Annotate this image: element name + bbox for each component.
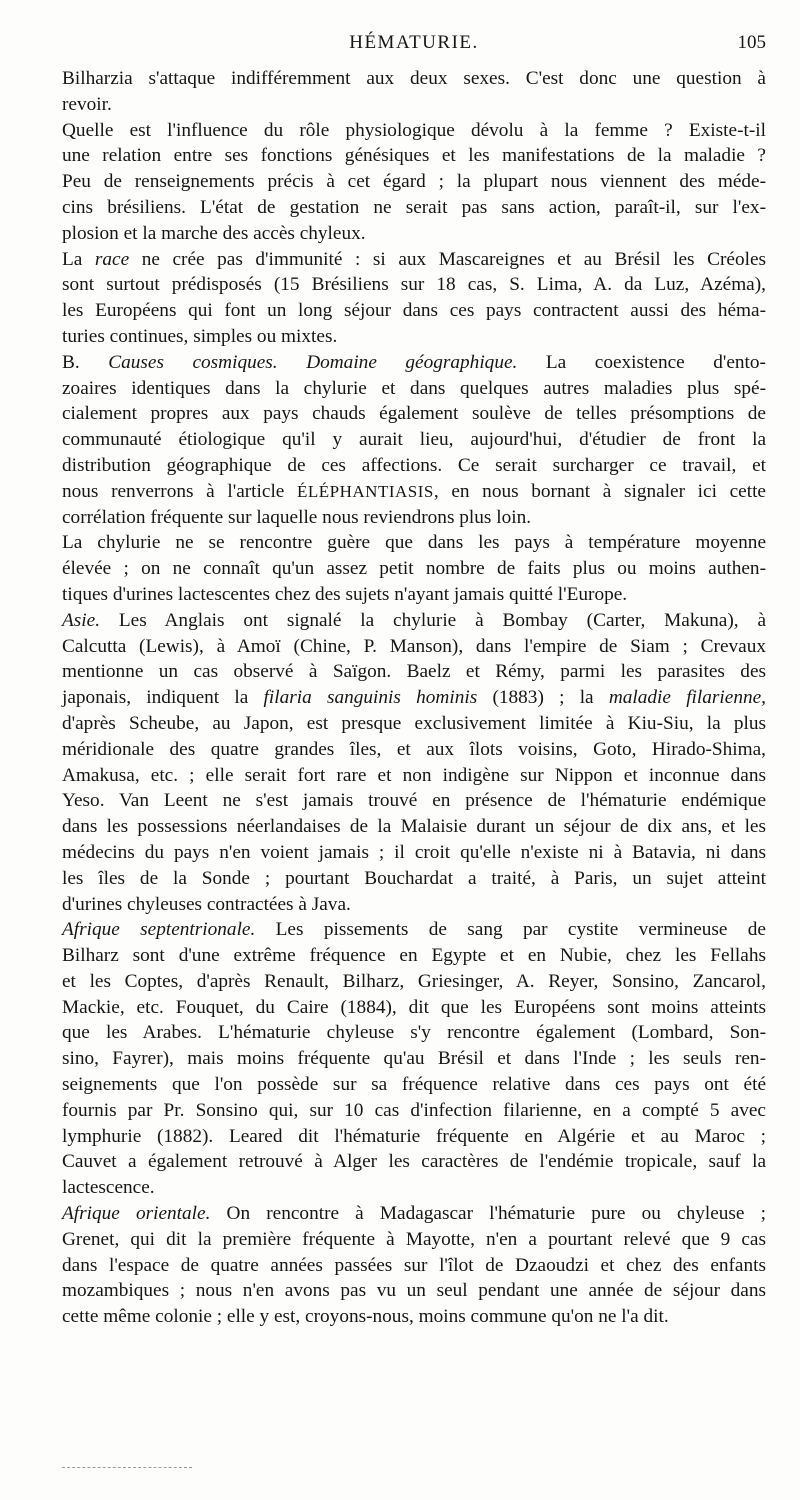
text-line: d'après Scheube, au Japon, est presque exclusivement limitée à Kiu-Siu, la plus <box>62 712 766 734</box>
body-text <box>62 66 766 1330</box>
text-line: nous renverrons à l'article ÉLÉPHANTIASIS, en nous bornant à signaler ici cette <box>62 480 766 502</box>
text-line: seignements que l'on possède sur sa fréquence relative dans ces pays ont été <box>62 1074 766 1096</box>
paragraph <box>62 247 766 350</box>
text-line: corrélation fréquente sur laquelle nous reviendrons plus loin. <box>62 506 532 528</box>
text-line: Yeso. Van Leent ne s'est jamais trouvé en présence de l'hématurie endémique <box>62 790 766 812</box>
text-line: élevée ; on ne connaît qu'un assez petit nombre de faits plus ou moins authen- <box>62 558 766 580</box>
running-title: HÉMATURIE. <box>349 32 479 53</box>
text-line: La race ne crée pas d'immunité : si aux Mascareignes et au Brésil les Créoles <box>62 248 766 270</box>
text-line: distribution géographique de ces affections. Ce serait surcharger ce travail, et <box>62 454 766 476</box>
text-line: cins brésiliens. L'état de gestation ne serait pas sans action, paraît-il, sur l'ex- <box>62 196 766 218</box>
text-line: les îles de la Sonde ; pourtant Bouchardat a traité, à Paris, un sujet atteint <box>62 867 766 889</box>
text-line: Amakusa, etc. ; elle serait fort rare et non indigène sur Nippon et inconnue dans <box>62 764 766 786</box>
text-line: Afrique septentrionale. Les pissements de sang par cystite vermineuse de <box>62 919 766 941</box>
text-line: méridionale des quatre grandes îles, et aux îlots voisins, Goto, Hirado-Shima, <box>62 738 766 760</box>
text-line: les Européens qui font un long séjour dans ces pays contractent aussi des héma- <box>62 300 766 322</box>
text-line: lactescence. <box>62 1177 155 1199</box>
text-line: Afrique orientale. On rencontre à Madagascar l'hématurie pure ou chyleuse ; <box>62 1203 766 1225</box>
text-line: sont surtout prédisposés (15 Brésiliens sur 18 cas, S. Lima, A. da Luz, Azéma), <box>62 274 766 296</box>
text-line: cette même colonie ; elle y est, croyons-nous, moins commune qu'on ne l'a dit. <box>62 1306 669 1328</box>
text-line: Grenet, qui dit la première fréquente à Mayotte, n'en a pourtant relevé que 9 cas <box>62 1228 766 1250</box>
text-line: turies continues, simples ou mixtes. <box>62 325 338 347</box>
paragraph <box>62 66 766 118</box>
text-line: Mackie, etc. Fouquet, du Caire (1884), dit que les Européens sont moins atteints <box>62 996 766 1018</box>
text-line: une relation entre ses fonctions génésiques et les manifestations de la maladie ? <box>62 145 766 167</box>
text-line: plosion et la marche des accès chyleux. <box>62 222 366 244</box>
text-line: mentionne un cas observé à Saïgon. Baelz et Rémy, parmi les parasites des <box>62 661 766 683</box>
paragraph <box>62 530 766 607</box>
paragraph <box>62 1201 766 1330</box>
text-line: La chylurie ne se rencontre guère que dans les pays à température moyenne <box>62 532 766 554</box>
text-line: Cauvet a également retrouvé à Alger les caractères de l'endémie tropicale, sauf la <box>62 1151 766 1173</box>
text-line: fournis par Pr. Sonsino qui, sur 10 cas d'infection filarienne, en a compté 5 avec <box>62 1099 766 1121</box>
paragraph <box>62 917 766 1201</box>
page-number: 105 <box>737 32 766 53</box>
text-line: Bilharzia s'attaque indifféremment aux deux sexes. C'est donc une question à <box>62 68 766 89</box>
text-line: lymphurie (1882). Leared dit l'hématurie fréquente en Algérie et au Maroc ; <box>62 1125 766 1147</box>
text-line: Asie. Les Anglais ont signalé la chylurie à Bombay (Carter, Makuna), à <box>62 609 766 631</box>
text-line: d'urines chyleuses contractées à Java. <box>62 893 351 915</box>
text-line: japonais, indiquent la filaria sanguinis hominis (1883) ; la maladie filarienne, <box>62 687 766 709</box>
text-line: sino, Fayrer), mais moins fréquente qu'au Brésil et dans l'Inde ; les seuls ren- <box>62 1048 766 1070</box>
running-head <box>62 32 766 58</box>
text-line: B. Causes cosmiques. Domaine géographique. La coexistence d'ento- <box>62 351 766 373</box>
text-line: dans l'espace de quatre années passées sur l'îlot de Dzaoudzi et chez des enfants <box>62 1254 766 1276</box>
footer-rule <box>62 1467 192 1468</box>
paragraph <box>62 608 766 918</box>
text-line: Quelle est l'influence du rôle physiologique dévolu à la femme ? Existe-t-il <box>62 119 766 141</box>
text-line: Peu de renseignements précis à cet égard ; la plupart nous viennent des méde- <box>62 171 766 193</box>
text-line: Calcutta (Lewis), à Amoï (Chine, P. Manson), dans l'empire de Siam ; Crevaux <box>62 635 766 657</box>
text-line: que les Arabes. L'hématurie chyleuse s'y rencontre également (Lombard, Son- <box>62 1022 766 1044</box>
text-line: tiques d'urines lactescentes chez des sujets n'ayant jamais quitté l'Europe. <box>62 583 628 605</box>
text-line: revoir. <box>62 93 112 115</box>
paragraph <box>62 118 766 247</box>
text-line: Bilharz sont d'une extrême fréquence en Egypte et en Nubie, chez les Fellahs <box>62 945 766 967</box>
text-line: médecins du pays n'en voient jamais ; il croit qu'elle n'existe ni à Batavia, ni dans <box>62 841 766 863</box>
text-line: dans les possessions néerlandaises de la Malaisie durant un séjour de dix ans, et les <box>62 816 766 838</box>
text-line: cialement propres aux pays chauds également soulève de telles présomptions de <box>62 403 766 425</box>
paragraph <box>62 350 766 531</box>
text-line: communauté étiologique qu'il y aurait lieu, aujourd'hui, d'étudier de front la <box>62 429 766 451</box>
text-line: mozambiques ; nous n'en avons pas vu un seul pendant une année de séjour dans <box>62 1280 766 1302</box>
text-line: et les Coptes, d'après Renault, Bilharz, Griesinger, A. Reyer, Sonsino, Zancarol, <box>62 970 766 992</box>
text-line: zoaires identiques dans la chylurie et dans quelques autres maladies plus spé- <box>62 377 766 399</box>
